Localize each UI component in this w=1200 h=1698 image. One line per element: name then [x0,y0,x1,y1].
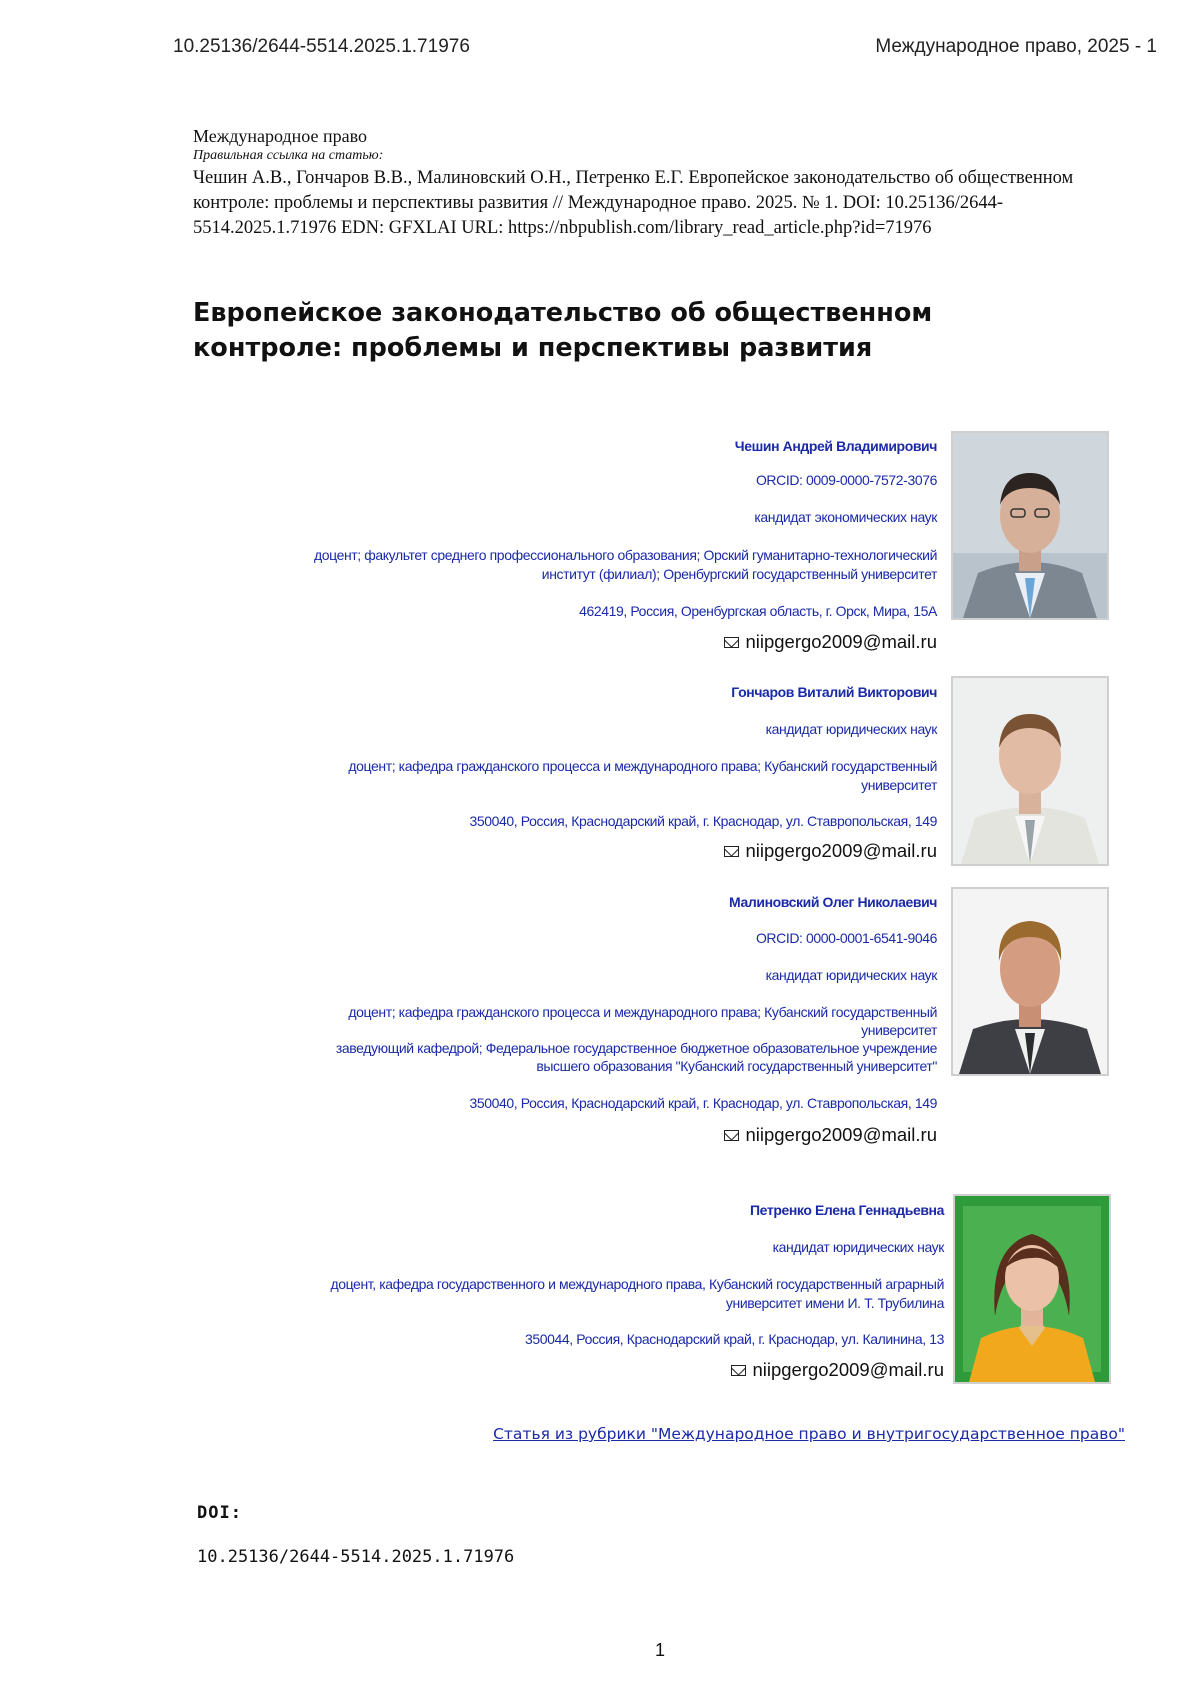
running-header-journal: Международное право, 2025 - 1 [875,36,1157,57]
journal-name: Международное право [193,126,367,146]
portrait-image [953,433,1107,618]
author-position: доцент, кафедра государственного и международного права, Кубанский государственный аграрный [330,1276,944,1292]
author-photo-1 [951,431,1109,620]
doi-label: DOI: [197,1503,242,1523]
envelope-icon [724,637,739,648]
author-address: 350040, Россия, Краснодарский край, г. Краснодар, ул. Ставропольская, 149 [469,813,937,829]
article-title [193,296,1093,366]
portrait-image [953,889,1107,1074]
author-address: 350044, Россия, Краснодарский край, г. Краснодар, ул. Калинина, 13 [524,1331,944,1347]
email-text[interactable]: niipgergo2009@mail.ru [745,631,937,652]
author-position: доцент; кафедра гражданского процесса и международного права; Кубанский государственный [348,1004,937,1020]
author-orcid[interactable]: ORCID: 0000-0001-6541-9046 [755,930,937,946]
email-text[interactable]: niipgergo2009@mail.ru [745,1124,937,1145]
author-email[interactable] [724,1126,937,1144]
author-orcid[interactable]: ORCID: 0009-0000-7572-3076 [755,472,937,488]
email-text[interactable]: niipgergo2009@mail.ru [752,1359,944,1380]
author-photo-3 [951,887,1109,1076]
rubric-link[interactable]: Статья из рубрики "Международное право и внутригосударственное право" [493,1425,1125,1443]
author-position: институт (филиал); Оренбургский государственный университет [541,566,937,582]
author-address: 462419, Россия, Оренбургская область, г. Орск, Мира, 15А [579,603,937,619]
title-line: контроле: проблемы и перспективы развития [193,333,873,363]
title-line: Европейское законодательство об общественном [193,298,933,328]
citation-line: Чешин А.В., Гончаров В.В., Малиновский О.Н., Петренко Е.Г. Европейское законодательство об общественном [193,168,1074,188]
author-degree: кандидат юридических наук [765,967,937,983]
envelope-icon [731,1365,746,1376]
page-number: 1 [654,1640,665,1660]
citation-label: Правильная ссылка на статью: [193,148,384,163]
envelope-icon [724,1130,739,1141]
envelope-icon [724,846,739,857]
author-name: Петренко Елена Геннадьевна [750,1202,944,1218]
portrait-image [953,678,1107,864]
citation-line: 5514.2025.1.71976 EDN: GFXLAI URL: https://nbpublish.com/library_read_article.php?id=71976 [193,218,932,238]
author-email[interactable] [724,842,937,860]
author-degree: кандидат юридических наук [772,1239,944,1255]
portrait-image [955,1196,1109,1382]
author-name: Гончаров Виталий Викторович [731,684,937,700]
author-position: заведующий кафедрой; Федеральное государственное бюджетное образовательное учреждение [335,1040,937,1056]
author-photo-2 [951,676,1109,866]
author-position: доцент; факультет среднего профессионального образования; Орский гуманитарно-технологический [313,547,937,563]
doi-value: 10.25136/2644-5514.2025.1.71976 [197,1547,515,1567]
author-photo-4 [953,1194,1111,1384]
author-position: университет [861,777,937,793]
email-text[interactable]: niipgergo2009@mail.ru [745,840,937,861]
author-email[interactable] [724,633,937,651]
author-degree: кандидат юридических наук [765,721,937,737]
running-header-doi: 10.25136/2644-5514.2025.1.71976 [173,36,470,57]
author-position: доцент; кафедра гражданского процесса и международного права; Кубанский государственный [348,758,937,774]
author-position: университет имени И. Т. Трубилина [725,1295,944,1311]
author-name: Чешин Андрей Владимирович [734,438,937,454]
author-degree: кандидат экономических наук [754,509,937,525]
citation-line: контроле: проблемы и перспективы развития // Международное право. 2025. № 1. DOI: 10.25136/2644- [193,193,1004,213]
author-name: Малиновский Олег Николаевич [729,894,937,910]
citation-text [193,166,1138,241]
author-position: высшего образования "Кубанский государственный университет" [536,1058,937,1074]
author-position: университет [861,1022,937,1038]
author-email[interactable] [731,1361,944,1379]
author-address: 350040, Россия, Краснодарский край, г. Краснодар, ул. Ставропольская, 149 [469,1095,937,1111]
